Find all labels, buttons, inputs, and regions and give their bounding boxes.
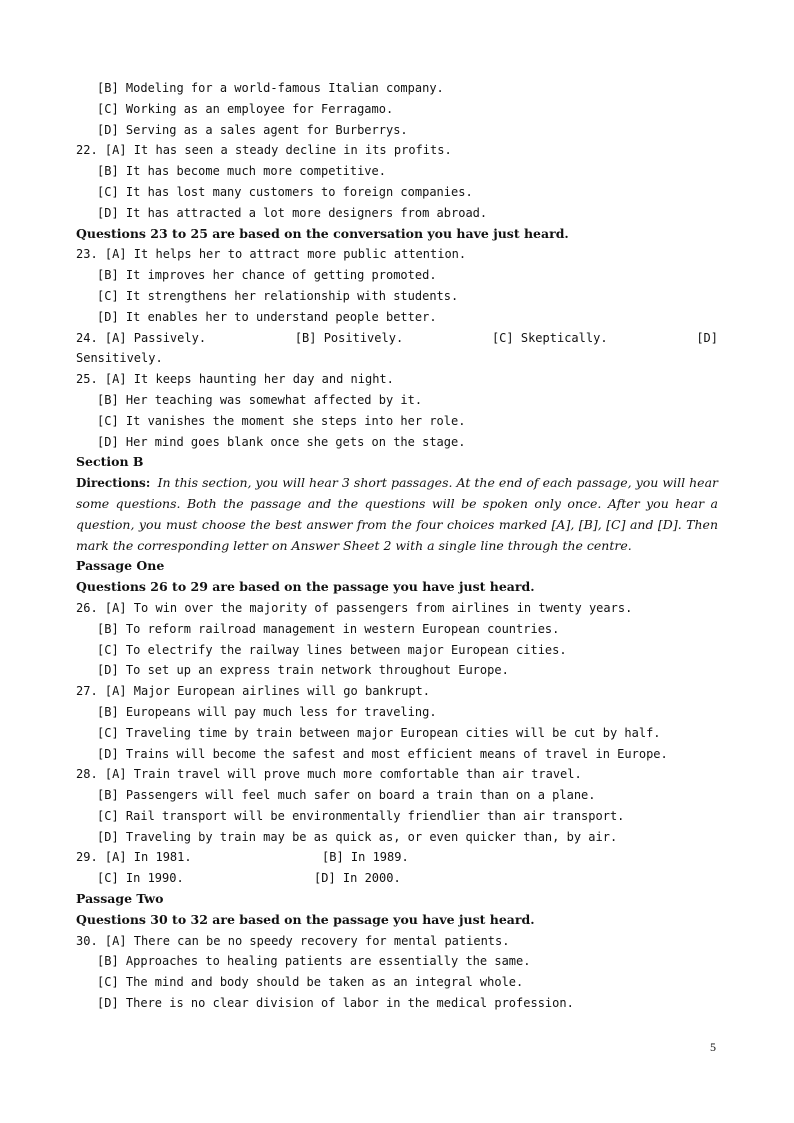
section-b-heading: Section B <box>76 454 144 470</box>
q23-option-d: [D] It enables her to understand people better. <box>97 309 437 324</box>
questions-heading-26-29: Questions 26 to 29 are based on the passage you have just heard. <box>76 579 535 595</box>
q26-option-c: [C] To electrify the railway lines between major European cities. <box>97 642 567 657</box>
q23-option-c: [C] It strengthens her relationship with students. <box>97 288 459 303</box>
passage-two-heading: Passage Two <box>76 891 164 907</box>
q24-option-b: [B] Positively. <box>294 330 404 345</box>
q30-option-b: [B] Approaches to healing patients are essentially the same. <box>97 954 531 969</box>
q30-option-d: [D] There is no clear division of labor in the medical profession. <box>97 996 574 1011</box>
q25-option-b: [B] Her teaching was somewhat affected by it. <box>97 392 423 407</box>
q26-option-a: 26. [A] To win over the majority of passengers from airlines in twenty years. <box>76 600 633 615</box>
q28-option-a: 28. [A] Train travel will prove much more comfortable than air travel. <box>76 767 582 782</box>
questions-heading-23-25: Questions 23 to 25 are based on the conversation you have just heard. <box>76 225 569 241</box>
page-number: 5 <box>710 1040 716 1054</box>
q22-option-d: [D] It has attracted a lot more designers from abroad. <box>97 205 488 220</box>
directions-label: Directions: <box>76 476 151 491</box>
passage-one-heading: Passage One <box>76 558 165 574</box>
q22-option-b: [B] It has become much more competitive. <box>97 164 386 179</box>
q28-option-c: [C] Rail transport will be environmentally friendlier than air transport. <box>97 808 625 823</box>
q22-option-a: 22. [A] It has seen a steady decline in its profits. <box>76 143 452 158</box>
q24-option-c: [C] Skeptically. <box>491 330 608 345</box>
q28-option-d: [D] Traveling by train may be as quick as, or even quicker than, by air. <box>97 829 618 844</box>
q26-option-d: [D] To set up an express train network throughout Europe. <box>97 663 509 678</box>
q23-option-b: [B] It improves her chance of getting promoted. <box>97 268 437 283</box>
q29-row-2 <box>76 868 718 889</box>
q27-option-a: 27. [A] Major European airlines will go bankrupt. <box>76 684 431 699</box>
q29-option-b: [B] In 1989. <box>322 850 409 865</box>
q25-option-d: [D] Her mind goes blank once she gets on the stage. <box>97 434 466 449</box>
q29-option-c: [C] In 1990. <box>97 871 184 886</box>
q30-option-a: 30. [A] There can be no speedy recovery for mental patients. <box>76 933 510 948</box>
q29-row-1 <box>76 847 718 868</box>
q21-option-c: [C] Working as an employee for Ferragamo. <box>97 101 394 116</box>
q25-option-a: 25. [A] It keeps haunting her day and night. <box>76 372 394 387</box>
q27-option-c: [C] Traveling time by train between major European cities will be cut by half. <box>97 725 661 740</box>
questions-heading-30-32: Questions 30 to 32 are based on the passage you have just heard. <box>76 911 535 927</box>
q29-option-d: [D] In 2000. <box>314 871 401 886</box>
exam-page <box>76 78 718 1014</box>
q22-option-c: [C] It has lost many customers to foreign companies. <box>97 184 473 199</box>
q27-option-d: [D] Trains will become the safest and most efficient means of travel in Europe. <box>97 746 668 761</box>
q28-option-b: [B] Passengers will feel much safer on board a train than on a plane. <box>97 788 596 803</box>
q21-option-d: [D] Serving as a sales agent for Burberrys. <box>97 122 408 137</box>
q25-option-c: [C] It vanishes the moment she steps into her role. <box>97 413 466 428</box>
q21-option-b: [B] Modeling for a world-famous Italian company. <box>97 81 444 95</box>
q24-options-row <box>76 328 718 349</box>
directions-paragraph <box>76 473 718 556</box>
q24-option-d-label: [D] <box>696 330 718 345</box>
q23-option-a: 23. [A] It helps her to attract more public attention. <box>76 247 467 262</box>
q29-option-a: 29. [A] In 1981. <box>76 850 192 865</box>
q27-option-b: [B] Europeans will pay much less for traveling. <box>97 704 437 719</box>
q26-option-b: [B] To reform railroad management in western European countries. <box>97 621 560 636</box>
directions-text: In this section, you will hear 3 short passages. At the end of each passage, you will hear some questions. Both the passage and the questions will be spoken only once. After you hear a question, you must choose the best answer from the four choices marked [A], [B], [C] and [D]. Then mark the corresponding letter on Answer Sheet 2 with a single line through the centre. <box>76 475 719 553</box>
q24-option-d-text: Sensitively. <box>76 351 163 366</box>
q30-option-c: [C] The mind and body should be taken as an integral whole. <box>97 975 524 990</box>
q24-option-a: 24. [A] Passively. <box>76 330 207 345</box>
